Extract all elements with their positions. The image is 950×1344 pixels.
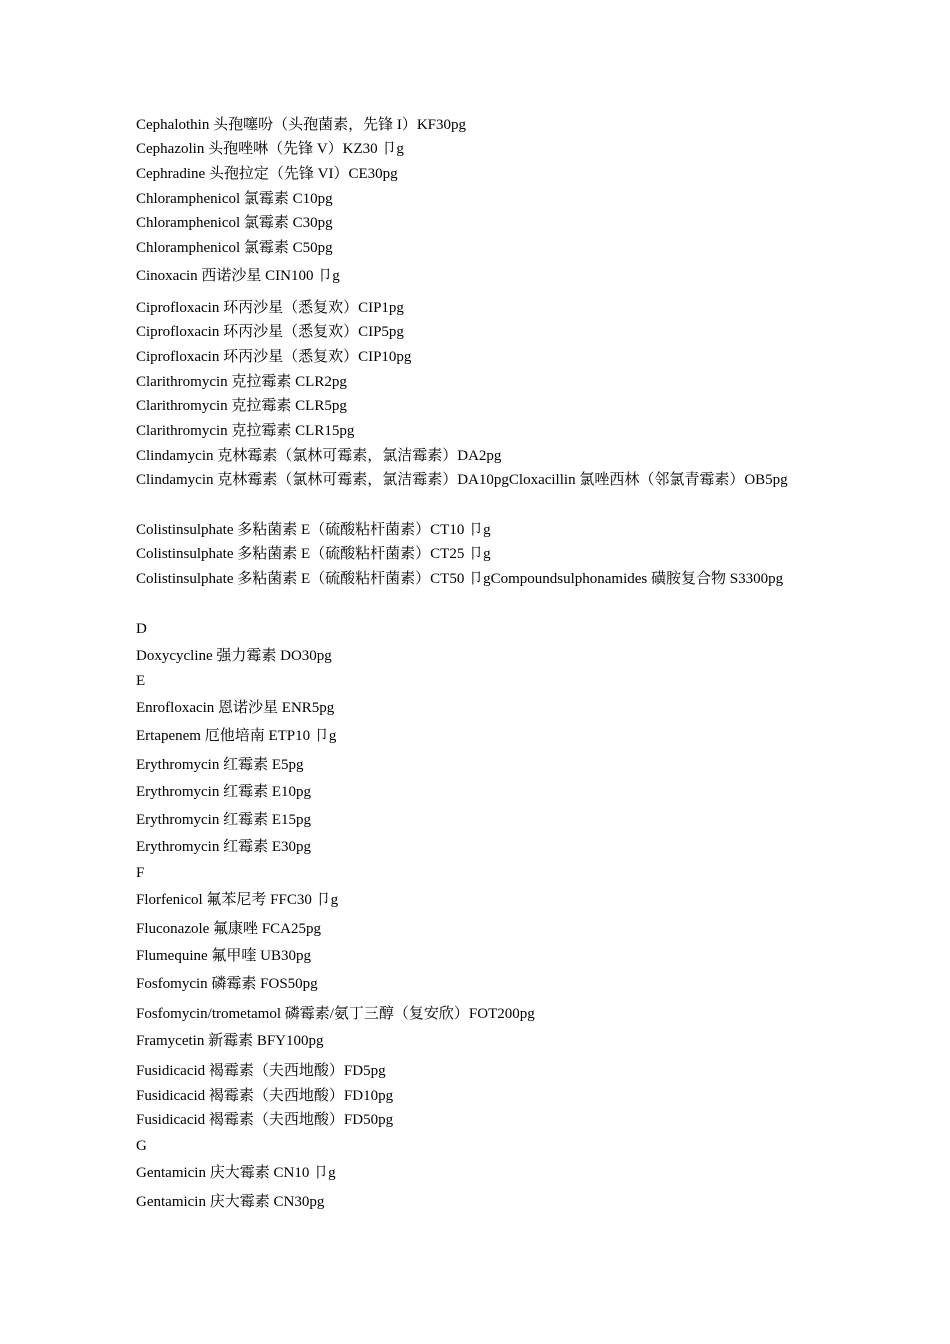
text-line: Clarithromycin 克拉霉素 CLR2pg	[136, 374, 347, 390]
text-line: Clarithromycin 克拉霉素 CLR15pg	[136, 423, 355, 439]
text-line: Ciprofloxacin 环丙沙星（悉复欢）CIP5pg	[136, 324, 404, 340]
text-line: Erythromycin 红霉素 E15pg	[136, 812, 311, 828]
text-line: Erythromycin 红霉素 E10pg	[136, 784, 311, 800]
text-line: Fluconazole 氟康唑 FCA25pg	[136, 921, 321, 937]
text-line: Erythromycin 红霉素 E5pg	[136, 757, 304, 773]
text-line: Fusidicacid 褐霉素（夫西地酸）FD50pg	[136, 1112, 394, 1128]
text-line: Chloramphenicol 氯霉素 C10pg	[136, 191, 333, 207]
text-line: Clindamycin 克林霉素（氯林可霉素，氯洁霉素）DA2pg	[136, 448, 502, 464]
text-line: Fusidicacid 褐霉素（夫西地酸）FD10pg	[136, 1088, 394, 1104]
text-line: Clindamycin 克林霉素（氯林可霉素，氯洁霉素）DA10pgCloxacillin 氯唑西林（邻氯青霉素）OB5pg	[136, 472, 788, 488]
text-line: Cephalothin 头孢噻吩（头孢菌素，先锋 I）KF30pg	[136, 117, 466, 133]
text-line: Gentamicin 庆大霉素 CN10 卩g	[136, 1165, 336, 1181]
text-line: Ertapenem 厄他培南 ETP10 卩g	[136, 728, 337, 744]
text-line: Colistinsulphate 多粘菌素 E（硫酸粘杆菌素）CT25 卩g	[136, 546, 491, 562]
section-letter: D	[136, 621, 147, 637]
text-line: Framycetin 新霉素 BFY100pg	[136, 1033, 324, 1049]
text-line: Clarithromycin 克拉霉素 CLR5pg	[136, 398, 347, 414]
text-line: Chloramphenicol 氯霉素 C30pg	[136, 215, 333, 231]
text-line: Cephradine 头孢拉定（先锋 VI）CE30pg	[136, 166, 398, 182]
section-letter: F	[136, 865, 145, 881]
text-line: Cinoxacin 西诺沙星 CIN100 卩g	[136, 268, 340, 284]
text-line: Doxycycline 强力霉素 DO30pg	[136, 648, 332, 664]
text-line: Colistinsulphate 多粘菌素 E（硫酸粘杆菌素）CT50 卩gCompoundsulphonamides 磺胺复合物 S3300pg	[136, 571, 784, 587]
text-line: Enrofloxacin 恩诺沙星 ENR5pg	[136, 700, 335, 716]
text-line: Flumequine 氟甲喹 UB30pg	[136, 948, 311, 964]
text-line: Chloramphenicol 氯霉素 C50pg	[136, 240, 333, 256]
text-line: Colistinsulphate 多粘菌素 E（硫酸粘杆菌素）CT10 卩g	[136, 522, 491, 538]
text-line: Fosfomycin 磷霉素 FOS50pg	[136, 976, 318, 992]
text-line: Erythromycin 红霉素 E30pg	[136, 839, 311, 855]
section-letter: E	[136, 673, 146, 689]
text-line: Fosfomycin/trometamol 磷霉素/氨丁三醇（复安欣）FOT200pg	[136, 1006, 535, 1022]
text-line: Fusidicacid 褐霉素（夫西地酸）FD5pg	[136, 1063, 386, 1079]
text-line: Ciprofloxacin 环丙沙星（悉复欢）CIP10pg	[136, 349, 412, 365]
text-line: Cephazolin 头孢唑啉（先锋 V）KZ30 卩g	[136, 141, 404, 157]
text-line: Ciprofloxacin 环丙沙星（悉复欢）CIP1pg	[136, 300, 404, 316]
text-line: Florfenicol 氟苯尼考 FFC30 卩g	[136, 892, 339, 908]
text-line: Gentamicin 庆大霉素 CN30pg	[136, 1194, 325, 1210]
section-letter: G	[136, 1138, 147, 1154]
